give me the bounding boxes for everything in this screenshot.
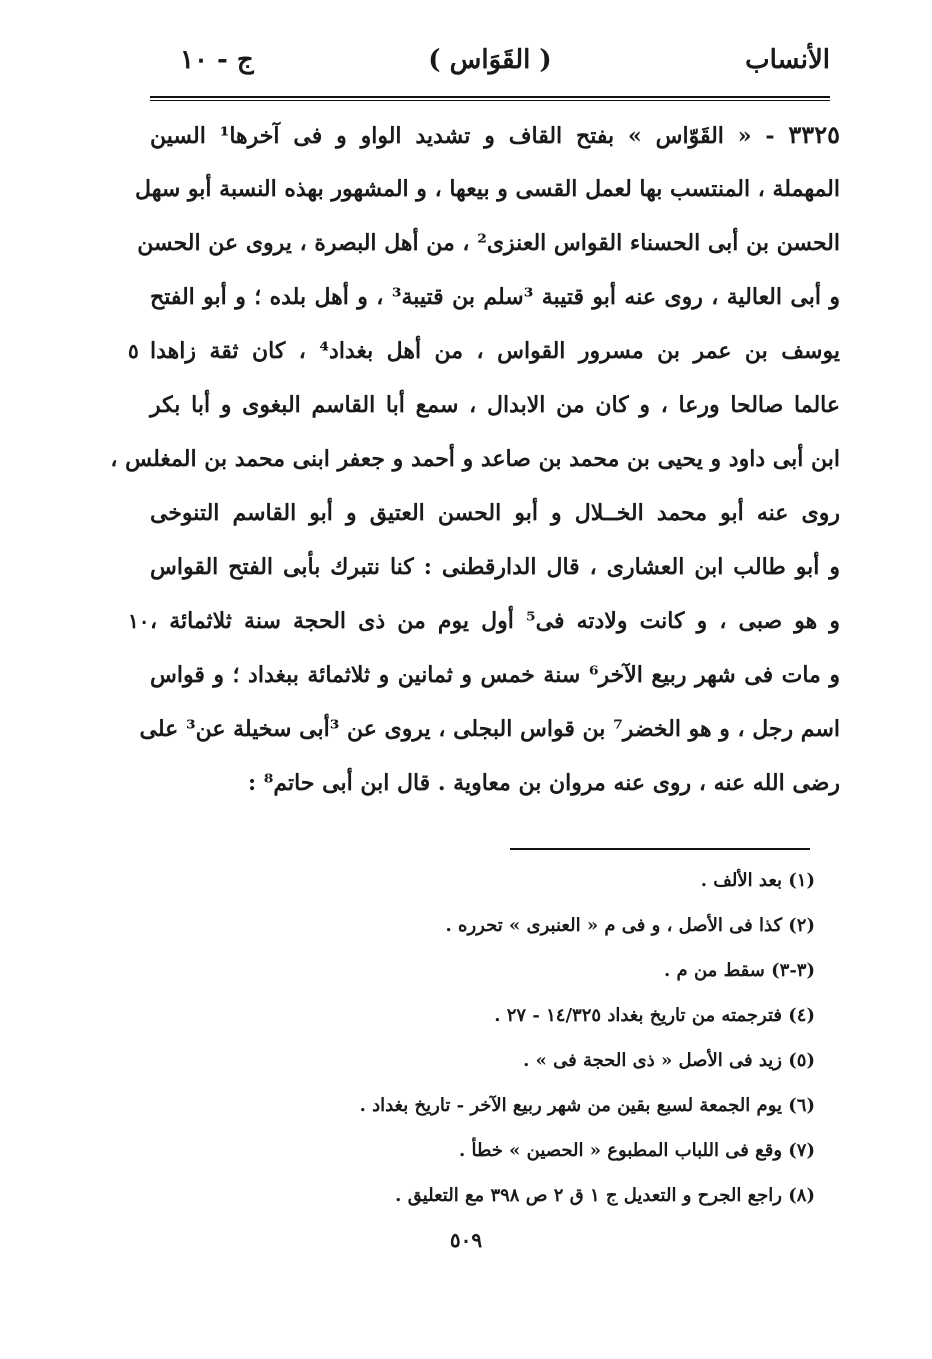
text-line-6 bbox=[150, 378, 840, 432]
footnote-rule bbox=[510, 848, 810, 850]
footnote-1: (١) بعد الألف . bbox=[700, 870, 815, 891]
text-line-content: و هو صبى ، و كانت ولادته فى⁵ أول يوم من ذى الحجة سنة ثلاثمائة ، bbox=[150, 608, 840, 634]
footnote-8: (٨) راجع الجرح و التعديل ج ١ ق ٢ ص ٣٩٨ مع التعليق . bbox=[395, 1185, 815, 1206]
text-line-9 bbox=[150, 540, 840, 594]
entry-number: ٣٣٢٥ bbox=[788, 120, 840, 149]
text-line-10 bbox=[128, 594, 840, 648]
header-volume: ج - ١٠ bbox=[180, 45, 254, 75]
text-line-11 bbox=[150, 648, 840, 702]
text-line-content: عالما صالحا ورعا ، و كان من الابدال ، سمع أبا القاسم البغوى و أبا بكر bbox=[150, 392, 840, 418]
text-line-content: يوسف بن عمر بن مسرور القواس ، من أهل بغداد⁴ ، كان ثقة زاهدا bbox=[150, 338, 840, 364]
header-rule-thin bbox=[150, 100, 830, 101]
footnote-2: (٢) كذا فى الأصل ، و فى م « العنبرى » تحرره . bbox=[445, 915, 815, 936]
margin-line-number: ٥ bbox=[128, 339, 139, 363]
margin-line-number: ١٠ bbox=[128, 609, 150, 633]
footnote-3: (٣-٣) سقط من م . bbox=[664, 960, 815, 981]
text-line-7 bbox=[110, 432, 840, 486]
running-header bbox=[150, 40, 830, 80]
footnote-4: (٤) فترجمته من تاريخ بغداد ١٤/٣٢٥ - ٢٧ . bbox=[494, 1005, 815, 1026]
text-line-2 bbox=[135, 162, 840, 216]
text-line-content: اسم رجل ، و هو الخضر⁷ بن قواس البجلى ، يروى عن ³أبى سخيلة عن³ على bbox=[139, 716, 840, 742]
text-line-5 bbox=[128, 324, 840, 378]
footnote-6: (٦) يوم الجمعة لسبع بقين من شهر ربيع الآخر - تاريخ بغداد . bbox=[359, 1095, 815, 1116]
text-line-content: المهملة ، المنتسب بها لعمل القسى و بيعها ، و المشهور بهذه النسبة أبو سهل bbox=[135, 176, 840, 202]
header-rule bbox=[150, 96, 830, 98]
text-line-content: ابن أبى داود و يحيى بن محمد بن صاعد و أحمد و جعفر ابنى محمد بن المغلس ، bbox=[110, 446, 840, 472]
text-line-8 bbox=[150, 486, 840, 540]
text-line-content: و مات فى شهر ربيع الآخر⁶ سنة خمس و ثمانين و ثلاثمائة ببغداد ؛ و قواس bbox=[150, 662, 840, 688]
text-line-content: روى عنه أبو محمد الخــلال و أبو الحسن العتيق و أبو القاسم التنوخى bbox=[150, 500, 840, 526]
text-line-1 bbox=[150, 108, 840, 162]
text-line-content: و أبى العالية ، روى عنه أبو قتيبة ³سلم بن قتيبة³ ، و أهل بلده ؛ و أبو الفتح bbox=[150, 284, 840, 310]
text-line-4 bbox=[150, 270, 840, 324]
footnote-5: (٥) زيد فى الأصل « ذى الحجة فى » . bbox=[523, 1050, 815, 1071]
text-line-content: - « القَوّاس » بفتح القاف و تشديد الواو و فى آخرها¹ السين bbox=[150, 123, 775, 149]
text-line-12 bbox=[139, 702, 840, 756]
text-line-content: الحسن بن أبى الحسناء القواس العنزى² ، من أهل البصرة ، يروى عن الحسن bbox=[137, 230, 840, 256]
footnote-7: (٧) وقع فى اللباب المطبوع « الحصين » خطأ . bbox=[458, 1140, 815, 1161]
text-line-3 bbox=[137, 216, 840, 270]
footnotes bbox=[150, 858, 815, 1218]
header-section-title: ( القَوَاس ) bbox=[428, 45, 552, 75]
header-book-title: الأنساب bbox=[745, 45, 830, 75]
main-text bbox=[110, 108, 840, 810]
text-line-content: رضى الله عنه ، روى عنه مروان بن معاوية . قال ابن أبى حاتم⁸ : bbox=[247, 770, 840, 796]
text-line-13 bbox=[150, 756, 840, 810]
page-number: ٥٠٩ bbox=[449, 1228, 483, 1252]
text-line-content: و أبو طالب ابن العشارى ، قال الدارقطنى : كنا نتبرك بأبى الفتح القواس bbox=[150, 554, 840, 580]
